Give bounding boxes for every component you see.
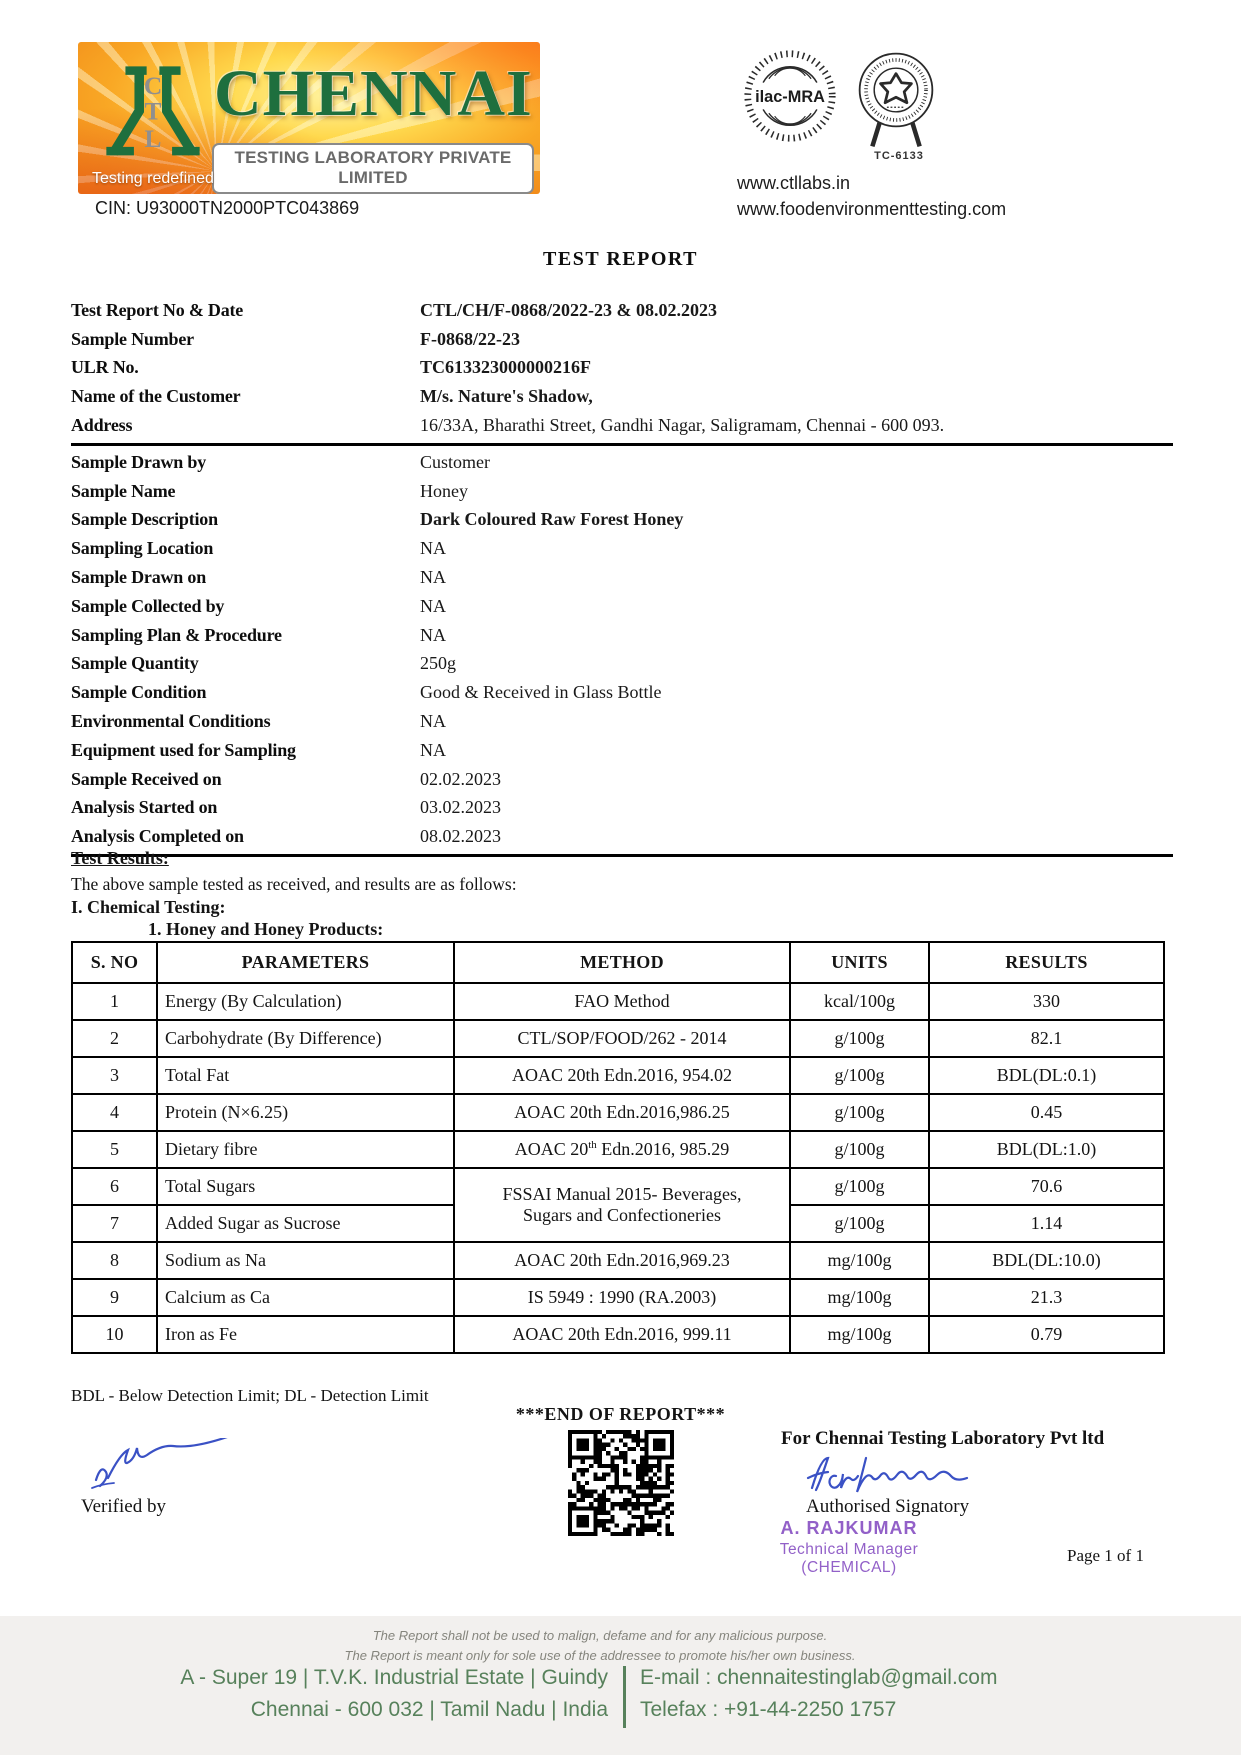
chemical-testing-heading: I. Chemical Testing:: [71, 897, 226, 917]
info-row: [71, 650, 1173, 679]
info-value: NA: [420, 567, 446, 588]
info-row: [71, 563, 1173, 592]
info-value: F-0868/22-23: [420, 328, 520, 349]
result-cell: 82.1: [929, 1020, 1164, 1057]
sno-cell: 4: [72, 1094, 157, 1131]
ilac-label: ilac-MRA: [755, 87, 825, 106]
info-row: [71, 621, 1173, 650]
units-cell: mg/100g: [790, 1242, 929, 1279]
sno-cell: 6: [72, 1168, 157, 1205]
footer-divider: [623, 1666, 626, 1728]
info-label: Environmental Conditions: [71, 711, 271, 732]
info-value: NA: [420, 624, 446, 645]
units-cell: g/100g: [790, 1205, 929, 1242]
info-value: NA: [420, 739, 446, 760]
approver-stamp: [763, 1518, 935, 1577]
ilac-mra-logo-icon: [742, 48, 838, 144]
footer: [0, 1616, 1241, 1755]
units-cell: mg/100g: [790, 1316, 929, 1353]
website-ctllabs: www.ctllabs.in: [737, 173, 851, 193]
parameter-cell: Energy (By Calculation): [157, 983, 454, 1020]
method-cell: AOAC 20th Edn.2016,986.25: [454, 1094, 790, 1131]
info-label: Sampling Plan & Procedure: [71, 624, 282, 645]
company-logo: [78, 42, 540, 194]
end-of-report: ***END OF REPORT***: [515, 1404, 726, 1424]
units-cell: mg/100g: [790, 1279, 929, 1316]
parameter-cell: Total Fat: [157, 1057, 454, 1094]
info-row: [71, 411, 1173, 440]
for-company-label: For Chennai Testing Laboratory Pvt ltd: [781, 1428, 1105, 1449]
info-row: [71, 477, 1173, 506]
method-cell: AOAC 20th Edn.2016, 954.02: [454, 1057, 790, 1094]
sno-cell: 7: [72, 1205, 157, 1242]
table-row: [72, 983, 1164, 1020]
column-header: METHOD: [454, 942, 790, 983]
table-header-row: [72, 942, 1164, 983]
info-label: Analysis Completed on: [71, 826, 244, 847]
info-value: M/s. Nature's Shadow,: [420, 386, 593, 407]
table-row: [72, 1168, 1164, 1205]
results-table: [71, 941, 1165, 1354]
info-label: Equipment used for Sampling: [71, 739, 296, 760]
units-cell: g/100g: [790, 1057, 929, 1094]
info-label: Sample Name: [71, 480, 176, 501]
footer-address-line-1: A - Super 19 | T.V.K. Industrial Estate | Guindy: [180, 1666, 608, 1689]
info-label: Sample Number: [71, 328, 194, 349]
info-value: Good & Received in Glass Bottle: [420, 682, 662, 703]
info-value: 16/33A, Bharathi Street, Gandhi Nagar, Saligramam, Chennai - 600 093.: [420, 415, 945, 436]
info-row: [71, 325, 1173, 354]
info-row: [71, 382, 1173, 411]
info-label: Sample Drawn on: [71, 567, 207, 588]
units-cell: g/100g: [790, 1020, 929, 1057]
units-cell: kcal/100g: [790, 983, 929, 1020]
result-cell: 70.6: [929, 1168, 1164, 1205]
column-header: PARAMETERS: [157, 942, 454, 983]
nabl-logo-icon: [850, 50, 942, 150]
verified-by-label: Verified by: [81, 1496, 166, 1517]
units-cell: g/100g: [790, 1094, 929, 1131]
verified-signature-icon: [88, 1438, 248, 1496]
info-value: CTL/CH/F-0868/2022-23 & 08.02.2023: [420, 299, 717, 320]
info-label: Sample Description: [71, 509, 218, 530]
sno-cell: 10: [72, 1316, 157, 1353]
info-label: ULR No.: [71, 357, 139, 378]
info-value: NA: [420, 538, 446, 559]
method-cell: FSSAI Manual 2015- Beverages, Sugars and Confectioneries: [454, 1168, 790, 1242]
table-row: [72, 1279, 1164, 1316]
info-label: Sample Received on: [71, 768, 222, 789]
sno-cell: 2: [72, 1020, 157, 1057]
svg-text:T: T: [144, 96, 162, 126]
stamp-role: Technical Manager: [779, 1541, 919, 1558]
footer-email: E-mail : chennaitestinglab@gmail.com: [640, 1666, 998, 1689]
units-cell: g/100g: [790, 1131, 929, 1168]
info-row: [71, 765, 1173, 794]
info-label: Sample Condition: [71, 682, 207, 703]
method-cell: CTL/SOP/FOOD/262 - 2014: [454, 1020, 790, 1057]
parameter-cell: Carbohydrate (By Difference): [157, 1020, 454, 1057]
table-row: [72, 1057, 1164, 1094]
sno-cell: 9: [72, 1279, 157, 1316]
cin-text: CIN: U93000TN2000PTC043869: [95, 198, 360, 218]
info-row: [71, 506, 1173, 535]
info-label: Analysis Started on: [71, 797, 218, 818]
result-cell: BDL(DL:0.1): [929, 1057, 1164, 1094]
info-fields: [71, 296, 1173, 859]
website-foodenvironment: www.foodenvironmenttesting.com: [737, 199, 1007, 219]
info-value: Honey: [420, 480, 468, 501]
info-value: 02.02.2023: [420, 768, 501, 789]
table-row: [72, 1316, 1164, 1353]
info-label: Sample Collected by: [71, 595, 225, 616]
info-row: [71, 354, 1173, 383]
table-row: [72, 1020, 1164, 1057]
info-label: Address: [71, 415, 133, 436]
info-value: Customer: [420, 451, 490, 472]
info-label: Sampling Location: [71, 538, 214, 559]
parameter-cell: Dietary fibre: [157, 1131, 454, 1168]
sno-cell: 3: [72, 1057, 157, 1094]
authorised-signatory-label: Authorised Signatory: [806, 1496, 970, 1517]
test-results-heading: Test Results:: [71, 848, 169, 868]
info-row: [71, 794, 1173, 823]
info-value: NA: [420, 711, 446, 732]
sno-cell: 8: [72, 1242, 157, 1279]
stamp-name: A. RAJKUMAR: [780, 1518, 918, 1538]
parameter-cell: Iron as Fe: [157, 1316, 454, 1353]
sno-cell: 5: [72, 1131, 157, 1168]
result-cell: 0.79: [929, 1316, 1164, 1353]
info-value: TC613323000000216F: [420, 357, 591, 378]
column-header: UNITS: [790, 942, 929, 983]
parameter-cell: Protein (N×6.25): [157, 1094, 454, 1131]
bdl-footnote: BDL - Below Detection Limit; DL - Detection Limit: [71, 1386, 429, 1405]
disclaimer-line-2: The Report is meant only for sole use of the addressee to promote his/her own business.: [344, 1648, 856, 1663]
table-row: [72, 1094, 1164, 1131]
nabl-code: TC-6133: [874, 150, 924, 162]
method-cell: AOAC 20th Edn.2016, 985.29: [454, 1131, 790, 1168]
column-header: S. NO: [72, 942, 157, 983]
svg-text:L: L: [144, 123, 162, 153]
result-cell: 330: [929, 983, 1164, 1020]
info-row: [71, 592, 1173, 621]
parameter-cell: Sodium as Na: [157, 1242, 454, 1279]
info-value: Dark Coloured Raw Forest Honey: [420, 509, 684, 530]
info-row: [71, 736, 1173, 765]
logo-subtitle: TESTING LABORATORY PRIVATE LIMITED: [212, 143, 534, 194]
ctl-monogram-icon: [100, 54, 206, 172]
info-value: NA: [420, 595, 446, 616]
method-cell: AOAC 20th Edn.2016,969.23: [454, 1242, 790, 1279]
parameter-cell: Added Sugar as Sucrose: [157, 1205, 454, 1242]
sno-cell: 1: [72, 983, 157, 1020]
result-cell: 0.45: [929, 1094, 1164, 1131]
table-row: [72, 1131, 1164, 1168]
section-divider: [71, 854, 1173, 857]
result-cell: BDL(DL:10.0): [929, 1242, 1164, 1279]
disclaimer-line-1: The Report shall not be used to malign, defame and for any malicious purpose.: [372, 1628, 828, 1643]
method-cell: IS 5949 : 1990 (RA.2003): [454, 1279, 790, 1316]
logo-tagline: Testing redefined: [92, 170, 214, 187]
qr-code-icon: [568, 1430, 674, 1536]
info-value: 08.02.2023: [420, 826, 501, 847]
info-value: 03.02.2023: [420, 797, 501, 818]
info-label: Name of the Customer: [71, 386, 241, 407]
authorised-signature-icon: [800, 1450, 1005, 1500]
info-row: [71, 448, 1173, 477]
logo-brand: CHENNAI: [214, 57, 533, 130]
result-cell: BDL(DL:1.0): [929, 1131, 1164, 1168]
info-row: [71, 296, 1173, 325]
svg-text:C: C: [143, 70, 163, 100]
method-cell: FAO Method: [454, 983, 790, 1020]
info-label: Sample Drawn by: [71, 451, 207, 472]
product-heading: 1. Honey and Honey Products:: [148, 919, 384, 939]
result-cell: 1.14: [929, 1205, 1164, 1242]
page-number: Page 1 of 1: [1067, 1546, 1144, 1565]
info-label: Sample Quantity: [71, 653, 199, 674]
report-title: TEST REPORT: [543, 248, 698, 270]
footer-address-line-2: Chennai - 600 032 | Tamil Nadu | India: [250, 1698, 608, 1721]
results-intro: The above sample tested as received, and results are as follows:: [71, 874, 517, 894]
footer-telefax: Telefax : +91-44-2250 1757: [640, 1698, 897, 1721]
info-row: [71, 707, 1173, 736]
info-row: [71, 822, 1173, 851]
method-cell: AOAC 20th Edn.2016, 999.11: [454, 1316, 790, 1353]
parameter-cell: Calcium as Ca: [157, 1279, 454, 1316]
column-header: RESULTS: [929, 942, 1164, 983]
table-row: [72, 1242, 1164, 1279]
units-cell: g/100g: [790, 1168, 929, 1205]
parameter-cell: Total Sugars: [157, 1168, 454, 1205]
info-row: [71, 678, 1173, 707]
info-label: Test Report No & Date: [71, 299, 244, 320]
section-divider: [71, 443, 1173, 446]
result-cell: 21.3: [929, 1279, 1164, 1316]
stamp-dept: (CHEMICAL): [801, 1559, 897, 1576]
info-row: [71, 534, 1173, 563]
info-value: 250g: [420, 653, 456, 674]
